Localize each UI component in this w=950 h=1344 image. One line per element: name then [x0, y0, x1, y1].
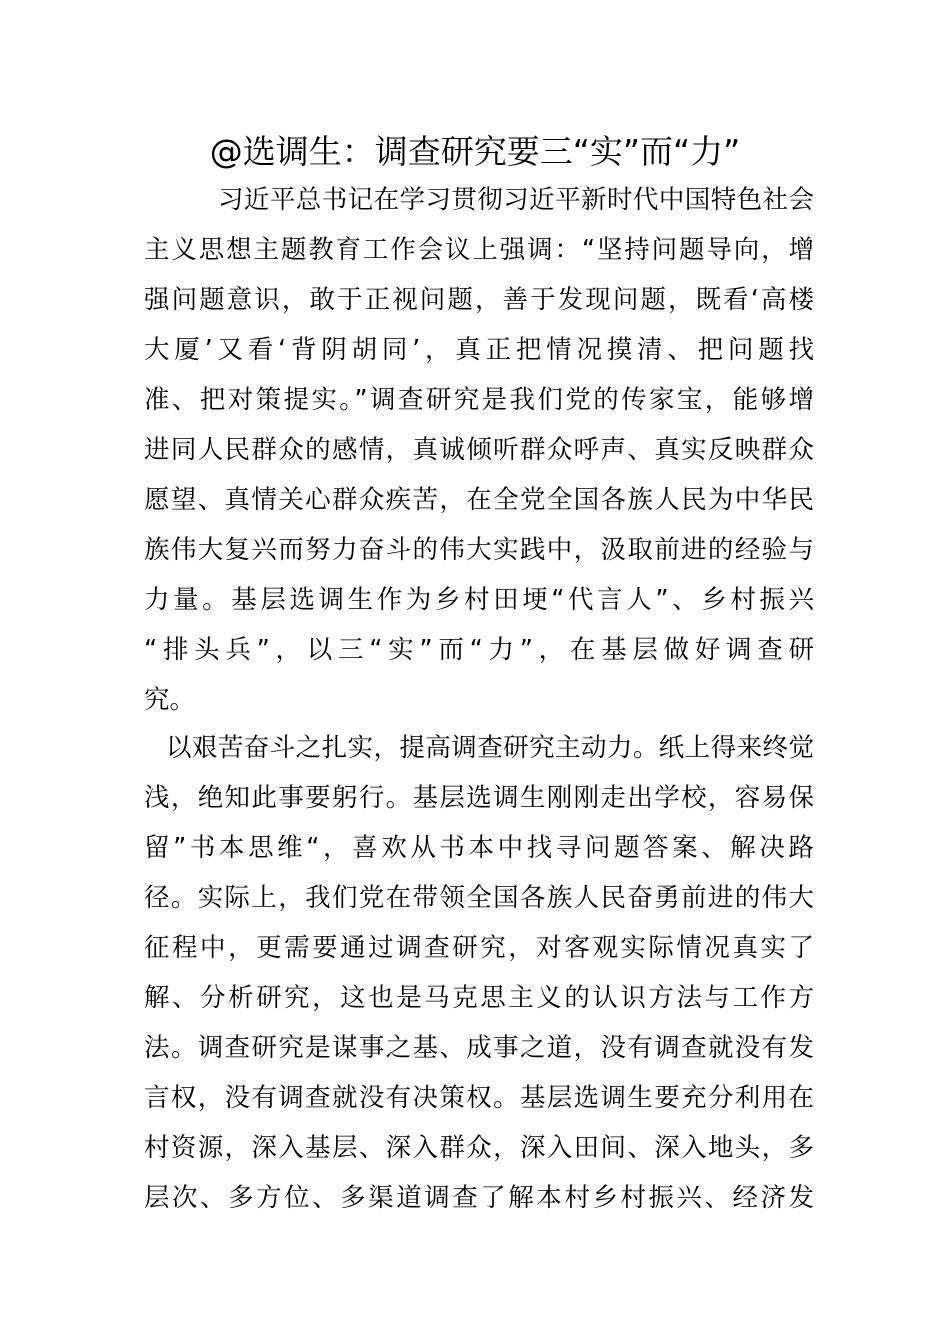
paragraph-1-line: 主义思想主题教育工作会议上强调：“坚持问题导向，增 — [144, 235, 814, 265]
document-title: @选调生：调查研究要三“实”而“力” — [209, 132, 741, 171]
paragraph-2-line: 留”书本思维“，喜欢从书本中找寻问题答案、解决路 — [144, 833, 814, 863]
paragraph-2-line: 浅，绝知此事要躬行。基层选调生刚刚走出学校，容易保 — [144, 783, 814, 813]
paragraph-1-line: 大厦’又看‘背阴胡同’，真正把情况摸清、把问题找 — [144, 335, 814, 365]
paragraph-2-line: 村资源，深入基层、深入群众，深入田间、深入地头，多 — [144, 1133, 814, 1163]
paragraph-1-line: 愿望、真情关心群众疾苦，在全党全国各族人民为中华民 — [144, 485, 814, 515]
paragraph-1-line: “排头兵”，以三“实”而“力”，在基层做好调查研 — [144, 635, 814, 665]
paragraph-2-line: 解、分析研究，这也是马克思主义的认识方法与工作方 — [144, 983, 814, 1013]
paragraph-2-line: 征程中，更需要通过调查研究，对客观实际情况真实了 — [144, 933, 814, 963]
paragraph-2-line: 层次、多方位、多渠道调查了解本村乡村振兴、经济发 — [144, 1183, 814, 1213]
paragraph-2-line: 法。调查研究是谋事之基、成事之道，没有调查就没有发 — [144, 1033, 814, 1063]
paragraph-1-line: 族伟大复兴而努力奋斗的伟大实践中，汲取前进的经验与 — [144, 535, 814, 565]
paragraph-1-line: 进同人民群众的感情，真诚倾听群众呼声、真实反映群众 — [144, 435, 814, 465]
paragraph-1-line: 习近平总书记在学习贯彻习近平新时代中国特色社会 — [218, 185, 814, 215]
paragraph-1-line: 究。 — [144, 685, 196, 715]
paragraph-1-line: 强问题意识，敢于正视问题，善于发现问题，既看‘高楼 — [144, 285, 814, 315]
paragraph-1-line: 准、把对策提实。”调查研究是我们党的传家宝，能够增 — [144, 385, 814, 415]
paragraph-1-line: 力量。基层选调生作为乡村田埂“代言人”、乡村振兴 — [144, 585, 814, 615]
paragraph-2-line: 言权，没有调查就没有决策权。基层选调生要充分利用在 — [144, 1083, 814, 1113]
paragraph-2-line: 径。实际上，我们党在带领全国各族人民奋勇前进的伟大 — [144, 883, 814, 913]
paragraph-2-line: 以艰苦奋斗之扎实，提高调查研究主动力。纸上得来终觉 — [166, 733, 814, 763]
